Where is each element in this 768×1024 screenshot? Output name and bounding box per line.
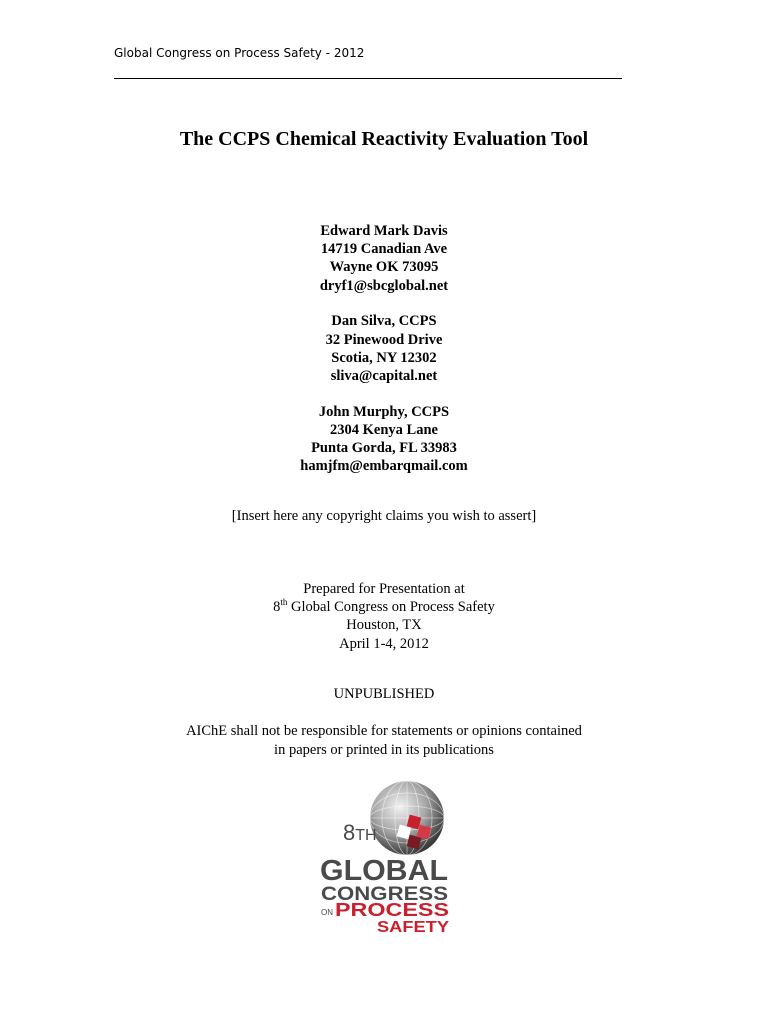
author-address: 32 Pinewood Drive [325,331,443,348]
logo-edition-suffix: TH [355,827,377,844]
author-2 [0,312,768,385]
author-address: 2304 Kenya Lane [330,421,438,438]
author-address: 14719 Canadian Ave [320,241,448,258]
logo-congress: CONGRESS [321,884,448,905]
author-city: Scotia, NY 12302 [331,349,437,366]
author-name: Dan Silva, CCPS [331,313,437,330]
presentation-info [0,580,768,653]
paper-title: The CCPS Chemical Reactivity Evaluation Tool [179,128,589,150]
logo-on: ON [321,908,333,917]
author-city: Wayne OK 73095 [329,259,439,276]
disclaimer-line-1: AIChE shall not be responsible for statements or opinions contained [186,723,582,739]
author-email: dryf1@sbcglobal.net [319,277,449,294]
disclaimer-line-2: in papers or printed in its publications [274,741,494,758]
prepared-line: Prepared for Presentation at [303,581,465,597]
author-city: Punta Gorda, FL 33983 [311,440,457,457]
running-header: Global Congress on Process Safety - 2012 [114,46,365,60]
congress-logo [280,780,490,940]
author-3 [0,403,768,476]
congress-line [0,598,768,616]
congress-name: Global Congress on Process Safety [291,599,495,616]
header-rule [114,78,622,79]
ordinal-number: 8 [273,599,281,616]
copyright-note: [Insert here any copyright claims you wish to assert] [231,508,537,524]
disclaimer [0,722,768,759]
logo-edition-number: 8 [343,820,356,845]
author-name: John Murphy, CCPS [318,403,450,420]
author-block [0,222,768,493]
logo-global: GLOBAL [320,855,448,887]
globe-icon [370,781,444,855]
author-email: sliva@capital.net [330,367,438,384]
author-name: Edward Mark Davis [320,223,448,239]
author-1 [0,222,768,295]
ordinal-suffix: th [280,597,288,608]
dates-line: April 1-4, 2012 [339,635,429,652]
logo-safety: SAFETY [377,919,450,936]
publication-status: UNPUBLISHED [333,686,435,702]
author-email: hamjfm@embarqmail.com [300,458,468,475]
location-line: Houston, TX [346,617,422,634]
logo-process: PROCESS [335,900,449,920]
